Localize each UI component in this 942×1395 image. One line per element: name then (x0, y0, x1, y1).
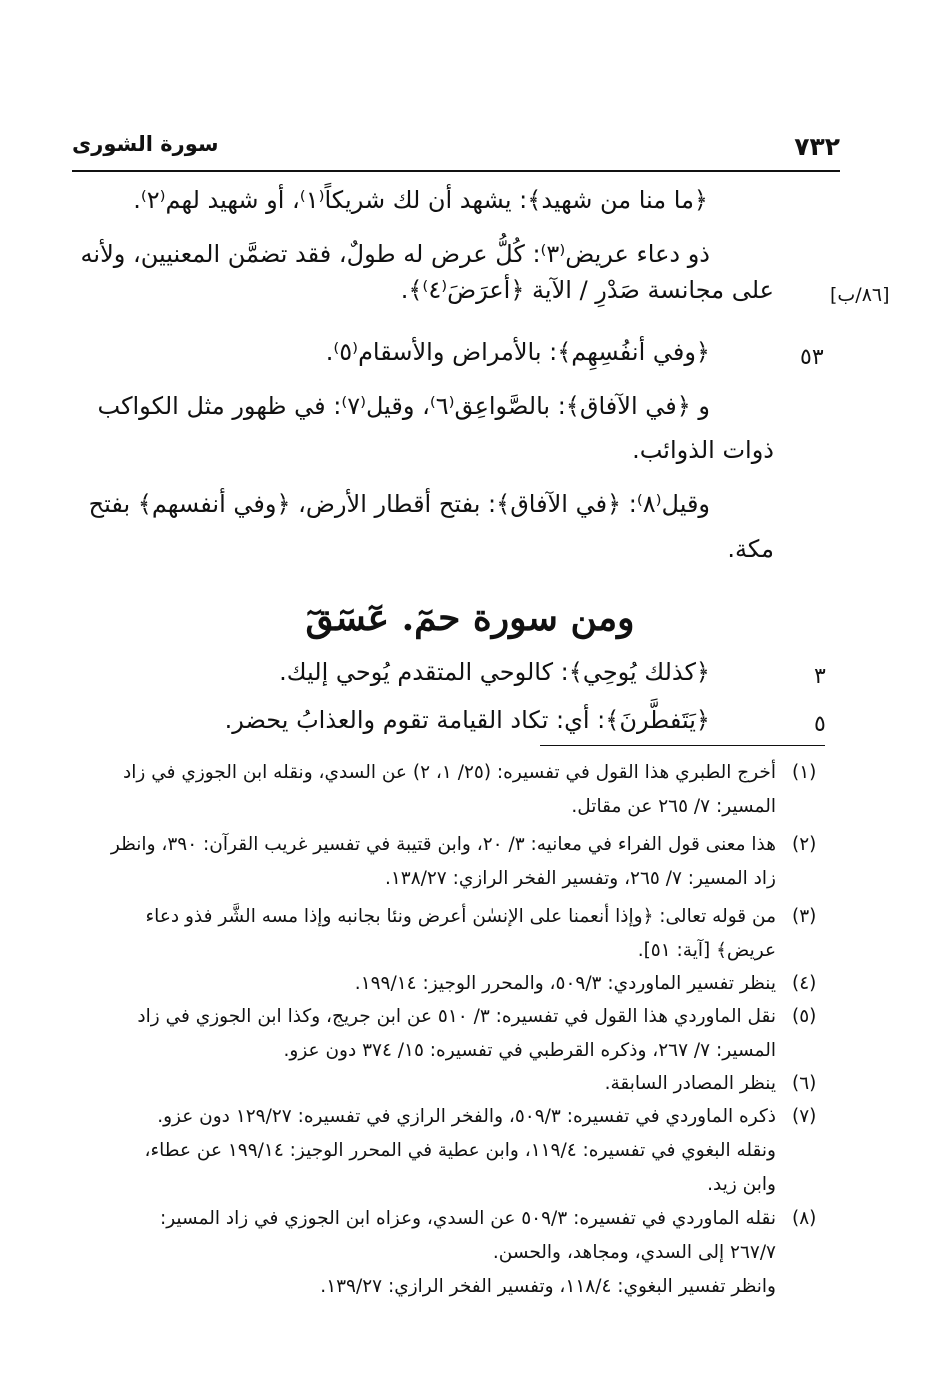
footnote-number: (٧) (792, 1106, 817, 1127)
footnote-number: (٥) (792, 1006, 817, 1027)
footnote-line: المسير: ٧/ ٢٦٥ عن مقاتل. (571, 796, 776, 817)
body-line: وقيل⁽٨⁾: ﴿في الآفاق﴾: بفتح أقطار الأرض، ﴿وفي أنفسهم﴾ بفتح (88, 490, 710, 518)
footnote-line: المسير: ٧/ ٢٦٧، وذكره القرطبي في تفسيره: ١٥/ ٣٧٤ دون عزو. (283, 1040, 776, 1061)
body-line: ﴿كذلك يُوحِي﴾: كالوحي المتقدم يُوحي إليك. (279, 658, 710, 686)
page-header (72, 128, 840, 168)
footnote-number: (٨) (792, 1208, 817, 1229)
footnote-line: ينظر المصادر السابقة. (604, 1073, 776, 1094)
verse-number: ٥٣ (800, 345, 824, 370)
body-line: ﴿يَتَفطَّرنَ﴾: أي: تكاد القيامة تقوم والعذابُ يحضر. (224, 706, 710, 734)
footnote-line: وابن زيد. (707, 1174, 776, 1195)
body-line: ذو دعاء عريض⁽٣⁾: كُلُّ عرض له طولٌ، فقد تضمَّن المعنيين، ولأنه (80, 240, 710, 268)
verse-number: ٥ (814, 712, 826, 737)
footnote-number: (١) (792, 762, 817, 783)
body-line: و ﴿في الآفاق﴾: بالصَّواعِق⁽٦⁾، وقيل⁽٧⁾: في ظهور مثل الكواكب (97, 392, 710, 420)
footnote-number: (٦) (792, 1073, 817, 1094)
header-rule (72, 170, 840, 172)
verse-number: ٣ (814, 664, 826, 689)
body-line: ذوات الذوائب. (632, 436, 774, 464)
footnote-line: هذا معنى قول الفراء في معانيه: ٣/ ٢٠، وابن قتيبة في تفسير غريب القرآن: ٣٩٠، وانظر (110, 834, 776, 855)
footnote-line: أخرج الطبري هذا القول في تفسيره: (٢٥/ ١، ٢) عن السدي، ونقله ابن الجوزي في زاد (123, 762, 776, 783)
manuscript-folio-ref: [٨٦/ب] (830, 284, 890, 306)
body-line: ﴿وفي أنفُسِهِم﴾: بالأمراض والأسقام⁽٥⁾. (325, 338, 710, 366)
footnote-line: نقله الماوردي في تفسيره: ٥٠٩/٣ عن السدي، وعزاه ابن الجوزي في زاد المسير: (159, 1208, 776, 1229)
footnote-line: ينظر تفسير الماوردي: ٥٠٩/٣، والمحرر الوجيز: ١٩٩/١٤. (354, 973, 776, 994)
footnote-number: (٣) (792, 906, 817, 927)
body-line: على مجانسة صَدْرِ / الآية ﴿أعرَضَ⁽٤⁾﴾. (400, 276, 774, 304)
footnote-rule (540, 745, 825, 746)
footnote-number: (٢) (792, 834, 817, 855)
footnote-line: ونقله البغوي في تفسيره: ١١٩/٤، وابن عطية في المحرر الوجيز: ١٩٩/١٤ عن عطاء، (144, 1140, 776, 1161)
body-line: ﴿ما منا من شهيد﴾: يشهد أن لك شريكاً⁽١⁾، أو شهيد لهم⁽٢⁾. (133, 186, 708, 214)
footnote-line: ذكره الماوردي في تفسيره: ٥٠٩/٣، والفخر الرازي في تفسيره: ١٢٩/٢٧ دون عزو. (157, 1106, 776, 1127)
footnote-line: نقل الماوردي هذا القول في تفسيره: ٣/ ٥١٠ عن ابن جريج، وكذا ابن الجوزي في زاد (137, 1006, 776, 1027)
footnote-line: عريض﴾ [آية: ٥١]. (637, 940, 776, 961)
running-title: سورة الشورى (72, 132, 219, 156)
footnote-line: من قوله تعالى: ﴿وإذا أنعمنا على الإنسٰن أعرض ونئا بجانبه وإذا مسه الشَّر فذو دعاء (145, 906, 776, 927)
footnote-number: (٤) (792, 973, 817, 994)
section-heading: ومن سورة حمٓ. عٓسٓقٓ (305, 597, 635, 639)
footnote-line: وانظر تفسير البغوي: ١١٨/٤، وتفسير الفخر الرازي: ١٣٩/٢٧. (320, 1276, 776, 1297)
page-number: ٧٣٢ (794, 132, 840, 161)
footnote-line: ٢٦٧/٧ إلى السدي، ومجاهد، والحسن. (492, 1242, 776, 1263)
footnote-line: زاد المسير: ٧/ ٢٦٥، وتفسير الفخر الرازي: ١٣٨/٢٧. (384, 868, 776, 889)
body-line: مكة. (727, 535, 774, 563)
